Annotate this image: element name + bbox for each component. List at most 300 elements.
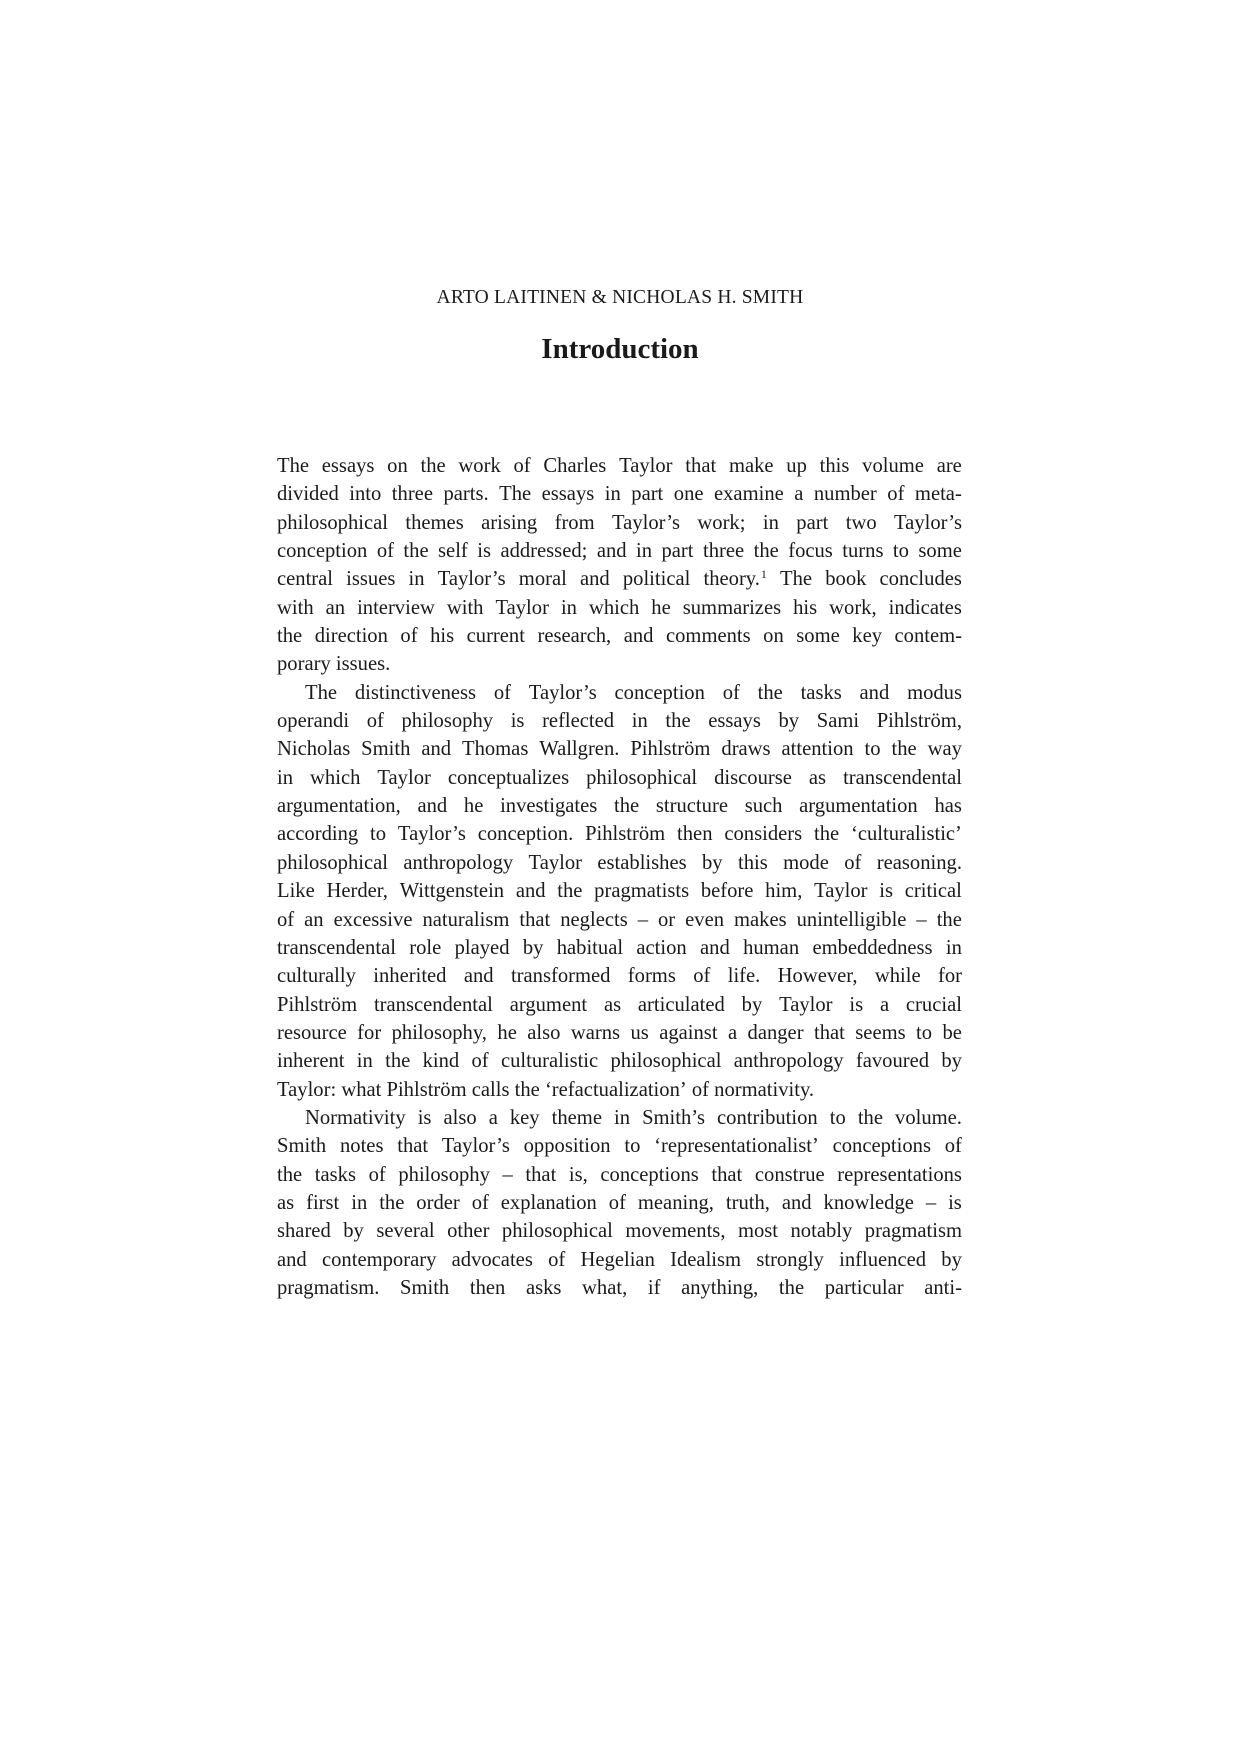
word: of [493,681,512,704]
word: Idealism [670,1248,742,1271]
word: Taylor’s [397,823,466,846]
footnote-reference[interactable]: 1 [760,566,767,581]
word: current [466,625,525,648]
word: the [420,455,446,477]
word: the [614,795,640,818]
word: by [941,1050,962,1073]
word: discourse [714,766,792,789]
word: a [488,1106,498,1129]
word: contem- [894,625,962,648]
word: by [778,710,800,733]
word: Pihlström, [876,710,962,733]
word: that [685,455,717,477]
word: and [463,965,494,988]
word: Taylor’s [612,511,680,534]
word: he [463,795,484,818]
word: parts. [443,483,489,506]
word: part [631,483,664,506]
word: that [397,1135,429,1158]
word: modus [907,681,962,704]
word: in [945,936,962,959]
text-line [277,1076,962,1104]
text-line [277,735,962,763]
word: of [376,540,394,563]
word-with-footnote: theory.$^1$ [703,566,767,591]
word: philosophy, [391,1021,487,1044]
word: knowledge [823,1191,914,1214]
word: turns [842,540,884,563]
chapter-body [277,452,962,1302]
word: addressed; [500,540,588,563]
word: by [343,1220,364,1243]
word: divided [277,483,339,506]
text-line [277,594,962,622]
word: is [948,1191,962,1214]
word: philosophical [586,766,698,789]
text-line [277,906,962,934]
text-line [277,452,962,480]
word: an [325,596,346,619]
word: for [357,1021,382,1044]
word: self [438,540,468,563]
word: by [702,851,723,874]
word: forms [627,965,676,988]
word: are [936,455,962,477]
word: his [430,625,455,648]
word: transcendental [373,993,493,1016]
word: unintelligible [796,908,907,931]
word: naturalism [422,908,510,931]
word: of [691,1078,710,1101]
word: book [825,568,867,591]
word: and [417,795,448,818]
word: particular [824,1276,904,1299]
word: in [277,766,294,789]
text-line [277,1274,962,1302]
word: Sami [816,710,860,733]
word: ‘representationalist’ [654,1135,819,1158]
word: the [778,1276,805,1299]
word: anti- [924,1276,962,1299]
word: even [685,908,725,931]
word: However, [777,965,858,988]
word: is [477,540,491,563]
word: three [391,483,433,506]
word: concludes [879,568,962,591]
word: focus [788,540,833,563]
word: of [368,1163,386,1186]
chapter-title: Introduction [541,333,699,365]
paragraph-1 [277,452,962,679]
word: essays [321,455,375,477]
word: the [936,908,962,931]
text-line [277,509,962,537]
word: Wallgren. [539,738,620,761]
word: then [677,823,713,846]
word: inherited [373,965,447,988]
text-line [277,1161,962,1189]
word: crucial [905,993,962,1016]
word: that [519,908,551,931]
word: into [349,483,382,506]
word: mode [783,851,829,874]
word: with [446,596,484,619]
word: of [548,1248,566,1271]
word: Herder, [326,880,388,903]
word: Wittgenstein [399,880,505,903]
word: of [513,455,531,477]
word: opposition [523,1135,611,1158]
text-line [277,1217,962,1245]
word: on [387,455,408,477]
word: conception [614,681,705,704]
word: work, [829,596,877,619]
word: investigates [500,795,598,818]
word: and [277,1248,307,1271]
word: of [693,965,711,988]
word: some [918,540,962,563]
word: structure [655,795,728,818]
word: Taylor [619,455,673,477]
word: Taylor [814,880,868,903]
word: transcendental [277,936,396,959]
word: habitual [556,936,624,959]
word: the [557,880,583,903]
word: human [743,936,800,959]
text-line [277,962,962,990]
word: to [370,823,387,846]
word: the [514,1078,540,1101]
word: Thomas [461,738,529,761]
word: anything, [681,1276,759,1299]
word: moral [518,568,567,591]
word: culturalistic [500,1050,599,1073]
word: the [403,540,429,563]
word: The [277,455,310,477]
word: the [379,1191,405,1214]
word: also [443,1106,477,1129]
word: strongly [756,1248,824,1271]
word: Taylor’s [437,568,506,591]
word: of [844,851,862,874]
word: is [849,993,864,1016]
word: interview [357,596,435,619]
word: the [385,1050,411,1073]
word: resource [277,1021,347,1044]
word: to [916,1021,933,1044]
word: explanation [500,1191,597,1214]
word: – [502,1163,513,1186]
word: comments [665,625,751,648]
word: establishes [597,851,687,874]
word: is [510,710,525,733]
word: philosophical [277,511,388,534]
text-line [277,622,962,650]
word: truth, [725,1191,770,1214]
word: from [554,511,595,534]
word: and [859,681,890,704]
word: life. [727,965,761,988]
text-line [277,1189,962,1217]
word: Taylor: [277,1078,337,1101]
word: central [277,568,334,591]
word: played [454,936,510,959]
word: embeddedness [812,936,933,959]
word: danger [747,1021,804,1044]
word: – [637,908,649,931]
text-line [277,707,962,735]
word: shared [277,1220,331,1243]
word: and [421,738,452,761]
word: conceptions [600,1163,699,1186]
word: or [658,908,676,931]
word: what, [582,1276,628,1299]
text-line [277,1246,962,1274]
word: the [277,1163,303,1186]
text-line [277,1019,962,1047]
text-line [277,650,962,678]
word: with [277,596,314,619]
word: reflected [542,710,615,733]
word: – [925,1191,937,1214]
word: as [277,1191,295,1214]
word: which [310,766,361,789]
word: one [673,483,704,506]
word: of [277,908,295,931]
word: according [277,823,359,846]
word: notes [339,1135,384,1158]
word: other [447,1220,490,1243]
word: a [727,1021,738,1044]
word: ‘culturalistic’ [850,823,962,846]
word: – [916,908,927,931]
text-line [277,1047,962,1075]
word: a [794,483,804,506]
word: argument [509,993,588,1016]
word: culturally [277,965,356,988]
word: key [852,625,882,648]
word: Smith [277,1135,327,1158]
word: this [737,851,768,874]
word: anthropology [403,851,514,874]
word: of [471,1050,489,1073]
word: what [341,1078,382,1101]
word: him, [765,880,803,903]
word: normativity. [714,1078,815,1101]
word: that [711,1163,743,1186]
paragraph-3 [277,1104,962,1302]
word: before [700,880,754,903]
word: meaning, [637,1191,714,1214]
word: essays [708,710,761,733]
word: conception. [477,823,574,846]
word: philosophical [610,1050,722,1073]
word: transcendental [843,766,962,789]
word: argumentation, [277,795,401,818]
word: against [659,1021,718,1044]
word: that [813,1021,845,1044]
word: construe [754,1163,825,1186]
word: distinctiveness [354,681,477,704]
word: transformed [510,965,611,988]
word: in [614,1106,631,1129]
word: three [702,540,745,563]
word: of [887,483,905,506]
word: representations [837,1163,962,1186]
word: has [934,795,962,818]
word: pragmatists [594,880,690,903]
word: to [892,540,909,563]
word: work; [697,511,746,534]
word: tasks [314,1163,356,1186]
word: a [879,993,890,1016]
word: in [408,568,425,591]
word: by [741,993,763,1016]
word: up [786,455,807,477]
word: movements, [625,1220,726,1243]
word: several [376,1220,435,1243]
word: key [509,1106,540,1129]
word: Charles [543,455,607,477]
word: way [927,738,962,761]
word: some [796,625,840,648]
word: conception [277,540,368,563]
word: notably [790,1220,853,1243]
word: in [560,596,577,619]
word: such [744,795,783,818]
word: contribution [717,1106,818,1129]
word: Pihlström [386,1078,467,1101]
word: in [351,1191,368,1214]
text-line [277,1132,962,1160]
word: Normativity [305,1106,406,1129]
word: favoured [855,1050,930,1073]
word: number [813,483,877,506]
word: indicates [888,596,962,619]
word: pragmatism [864,1220,962,1243]
word: research, [537,625,612,648]
word: an [304,908,324,931]
word: Smith’s [642,1106,706,1129]
text-line [277,480,962,508]
word: part [661,540,694,563]
word: make [728,455,774,477]
word: he [497,1021,517,1044]
word: he [651,596,671,619]
word: that [525,1163,557,1186]
word: and [700,936,730,959]
word: action [636,936,687,959]
word: the [753,540,779,563]
word: porary [277,653,331,676]
word: issues. [335,653,391,676]
word: warns [570,1021,621,1044]
word: and [579,568,610,591]
word: draws [721,738,771,761]
word: by [941,1248,962,1271]
word: and [781,1191,812,1214]
text-line [277,877,962,905]
text-line [277,764,962,792]
word: in [356,1050,373,1073]
word: tasks [800,681,842,704]
word: and [623,625,654,648]
word: the [277,625,303,648]
word: philosophical [501,1220,613,1243]
word: first [306,1191,340,1214]
word: arising [481,511,538,534]
word: articulated [637,993,725,1016]
word: Pihlström [277,993,358,1016]
word: part [796,511,829,534]
word: to [829,1106,846,1129]
word: in [631,710,648,733]
word: ‘refactualization’ [544,1078,687,1101]
word: while [874,965,921,988]
paragraph-2 [277,679,962,1104]
word: Taylor [495,596,549,619]
word: kind [422,1050,460,1073]
word: The [780,568,813,591]
word: of [944,1135,962,1158]
text-line [277,679,962,707]
word: neglects [560,908,628,931]
word: Taylor [779,993,833,1016]
word: contemporary [322,1248,437,1271]
word: Smith [400,1276,450,1299]
word: Taylor’s [441,1135,510,1158]
word: summarizes [682,596,782,619]
word: is [417,1106,432,1129]
word: operandi [277,710,350,733]
text-line [277,792,962,820]
word: meta- [914,483,962,506]
word: to [624,1135,641,1158]
word: for [937,965,962,988]
text-line [277,537,962,565]
word: direction [314,625,388,648]
word: on [763,625,784,648]
word: Smith [361,738,411,761]
word: The [499,483,532,506]
text-line [277,934,962,962]
word: philosophy [401,710,494,733]
word: volume. [895,1106,962,1129]
word: inherent [277,1050,345,1073]
word: considers [724,823,803,846]
word: in [762,511,779,534]
word: examine [714,483,784,506]
word: the [857,1106,883,1129]
word: Pihlström [630,738,711,761]
word: Taylor [377,766,431,789]
word: conceptions [832,1135,931,1158]
word: of [471,1191,489,1214]
word: role [409,936,442,959]
word: seems [855,1021,906,1044]
word: of [366,710,384,733]
word: work [458,455,501,477]
word: advocates [451,1248,533,1271]
text-line [277,1104,962,1132]
word: the [813,823,840,846]
word: Taylor [528,851,583,874]
word: Taylor’s [894,511,962,534]
word: volume [862,455,924,477]
word: his [793,596,818,619]
word: in [636,540,653,563]
word: then [469,1276,506,1299]
